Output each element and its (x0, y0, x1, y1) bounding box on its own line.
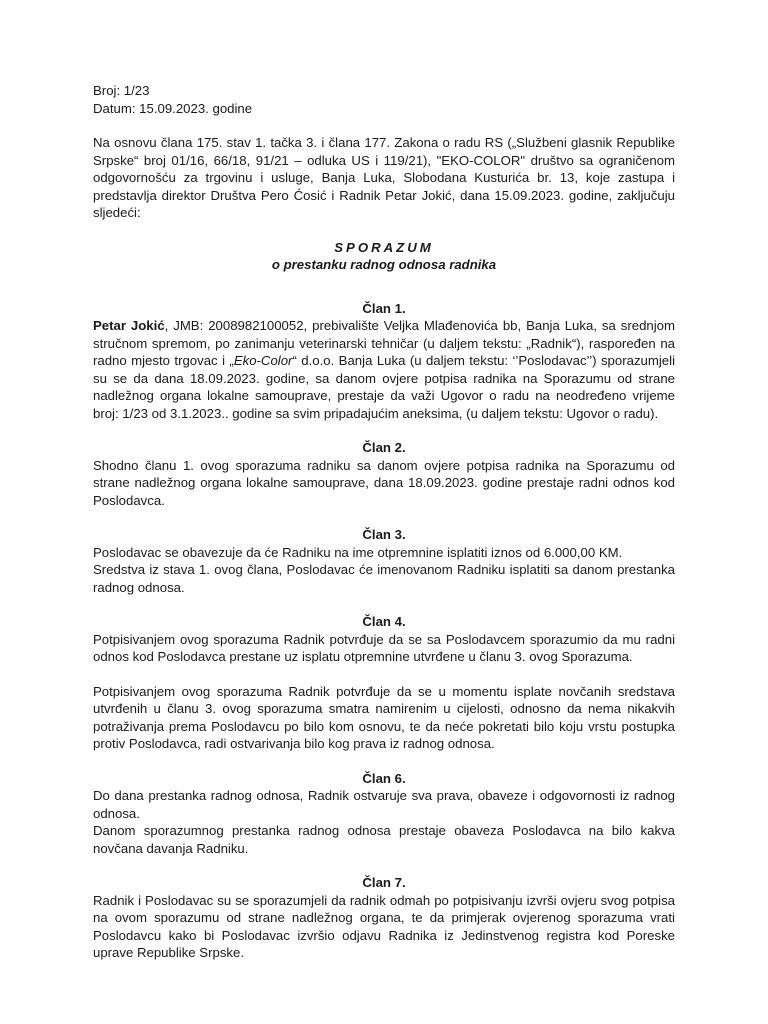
article-3-line-2: Sredstva iz stava 1. ovog člana, Poslodavac će imenovanom Radniku isplatiti sa danom prestanka radnog odnosa. (93, 562, 675, 595)
document-subtitle: o prestanku radnog odnosa radnika (271, 257, 497, 272)
article-6-line-1: Do dana prestanka radnog odnosa, Radnik ostvaruje sva prava, obaveze i odgovornosti iz radnog odnosa. (93, 788, 675, 821)
document-page (93, 82, 675, 962)
article-7-heading: Član 7. (362, 875, 406, 890)
article-2-heading: Član 2. (362, 440, 406, 455)
employee-name: Petar Jokić (93, 318, 165, 333)
company-name: Eko-Color (233, 353, 293, 368)
article-1-text (93, 317, 675, 422)
document-number: Broj: 1/23 (93, 83, 150, 98)
article-4-heading: Član 4. (362, 614, 406, 629)
article-3-heading: Član 3. (362, 527, 406, 542)
article-2-text: Shodno članu 1. ovog sporazuma radniku sa danom ovjere potpisa radnika na Sporazumu od strane nadležnog organa lokalne samouprave, dana 18.09.2023. godine prestaje radni odnos kod Poslodavca. (93, 457, 675, 508)
article-6-line-2: Danom sporazumnog prestanka radnog odnosa prestaje obaveza Poslodavca na bilo kakva novčana davanja Radniku. (93, 823, 675, 856)
article-4-paragraph-2: Potpisivanjem ovog sporazuma Radnik potvrđuje da se u momentu isplate novčanih sredstava utvrđenih u članu 3. ovog sporazuma smatra namirenim u cijelosti, odnosno da nema nikakvih potraživanja prema Poslodavcu po bilo kom osnovu, te da neće pokretati bilo koju vrstu postupka protiv Poslodavca, radi ostvarivanja bilo kog prava iz radnog odnosa. (93, 683, 675, 751)
article-1-text-part-a: , JMB: 2008982100052, prebivalište Veljka Mlađenovića bb, Banja Luka, sa srednjom stručnom spremom, po zanimanju veterinarski tehničar (u daljem tekstu: „Radnik“), raspoređen na radno mjesto trgovac i „ (93, 318, 675, 368)
article-1-text-part-b: “ d.o.o. Banja Luka (u daljem tekstu: ‘’Poslodavac’’) sporazumjeli su se da dana 18.09.2023. godine, sa danom ovjere potpisa radnika na Sporazumu od strane nadležnog organa lokalne samouprave, prestaje da važi Ugovor o radu na neodređeno vrijeme broj: 1/23 od 3.1.2023.. godine sa svim pripadajućim aneksima, (u daljem tekstu: Ugovor o radu). (93, 353, 675, 421)
article-3-line-1: Poslodavac se obavezuje da će Radniku na ime otpremnine isplatiti iznos od 6.000,00 KM. (93, 544, 623, 560)
document-date: Datum: 15.09.2023. godine (93, 100, 253, 116)
article-6-heading: Član 6. (362, 770, 406, 786)
article-4-paragraph-1: Potpisivanjem ovog sporazuma Radnik potvrđuje da se sa Poslodavcem sporazumio da mu radni odnos kod Poslodavca prestane uz isplatu otpremnine utvrđene u članu 3. ovog Sporazuma. (93, 631, 675, 664)
preamble-paragraph: Na osnovu člana 175. stav 1. tačka 3. i člana 177. Zakona o radu RS („Službeni glasnik Republike Srpske“ broj 01/16, 66/18, 91/21 – odluka US i 119/21), "EKO-COLOR" društvo sa ograničenom odgovornošću za trgovinu i usluge, Banja Luka, Slobodana Kusturića br. 13, koje zastupa i predstavlja direktor Društva Pero Ćosić i Radnik Petar Jokić, dana 15.09.2023. godine, zaključuju sljedeći: (93, 135, 675, 220)
document-title: SPORAZUM (334, 239, 434, 255)
article-1-heading: Član 1. (362, 300, 406, 316)
article-7-text: Radnik i Poslodavac su se sporazumjeli da radnik odmah po potpisivanju izvrši ovjeru svog potpisa na ovom sporazumu od strane nadležnog organa, te da primjerak ovjerenog sporazuma vrati Poslodavcu kako bi Poslodavac izvršio odjavu Radnika iz Jedinstvenog registra kod Poreske uprave Republike Srpske. (93, 892, 675, 960)
